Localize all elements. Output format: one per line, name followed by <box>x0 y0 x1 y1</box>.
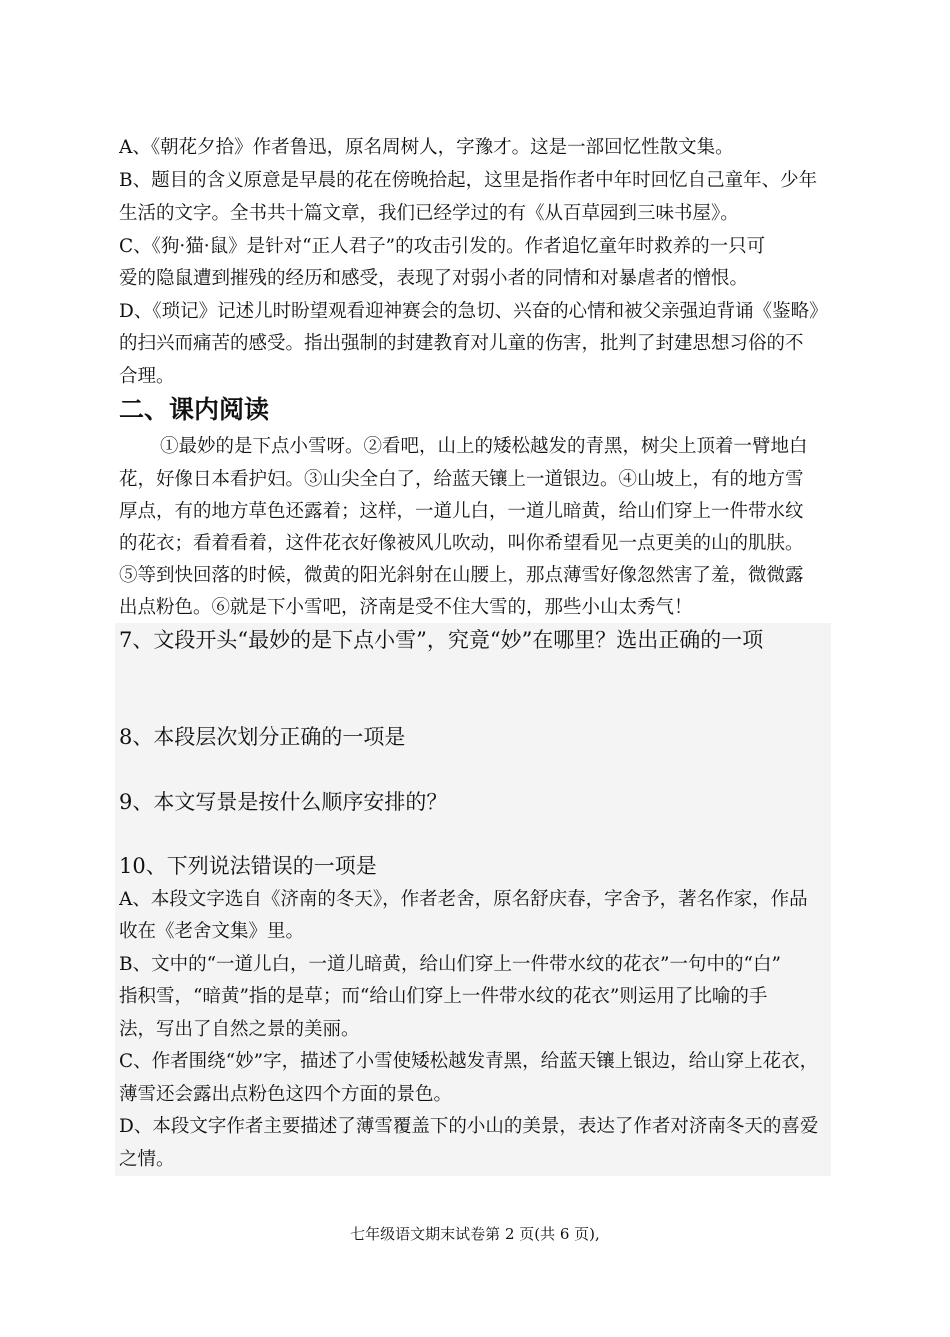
section1-line: B、题目的含义原意是早晨的花在傍晚拾起，这里是指作者中年时回忆自己童年、少年 <box>119 170 818 191</box>
section2-heading: 二、课内阅读 <box>119 395 270 424</box>
section1-line: C、《狗·猫·鼠》是针对“正人君子”的攻击引发的。作者追忆童年时救养的一只可 <box>119 236 766 257</box>
q10-stem: 10、下列说法错误的一项是 <box>119 854 377 878</box>
passage-line: 出点粉色。⑥就是下小雪吧，济南是受不住大雪的，那些小山太秀气！ <box>119 597 693 618</box>
page-footer: 七年级语文期末试卷第 2 页(共 6 页), <box>350 1225 600 1243</box>
q10-line: 之情。 <box>119 1149 175 1170</box>
q10-line: A、本段文字选自《济南的冬天》，作者老舍，原名舒庆春，字舍予，著名作家，作品 <box>119 889 808 910</box>
q10-line: 法，写出了自然之景的美丽。 <box>119 1019 360 1040</box>
q9-stem: 9、本文写景是按什么顺序安排的？ <box>119 790 448 814</box>
section1-line: A、《朝花夕拾》作者鲁迅，原名周树人，字豫才。这是一部回忆性散文集。 <box>119 137 734 158</box>
q10-line: C、作者围绕“妙”字，描述了小雪使矮松越发青黑，给蓝天镶上银边，给山穿上花衣， <box>119 1051 819 1072</box>
q10-line: 薄雪还会露出点粉色这四个方面的景色。 <box>119 1084 453 1105</box>
q10-line: D、本段文字作者主要描述了薄雪覆盖下的小山的美景，表达了作者对济南冬天的喜爱 <box>119 1116 819 1137</box>
section1-line: 生活的文字。全书共十篇文章，我们已经学过的有《从百草园到三味书屋》。 <box>119 203 739 224</box>
section1-line: 合理。 <box>119 366 175 387</box>
passage-line: 花，好像日本看护妇。③山尖全白了，给蓝天镶上一道银边。④山坡上，有的地方雪 <box>119 469 804 490</box>
q10-line: 指积雪，“暗黄”指的是草；而“给山们穿上一件带水纹的花衣”则运用了比喻的手 <box>119 986 768 1007</box>
section1-line: D、《琐记》记述儿时盼望观看迎神赛会的急切、兴奋的心情和被父亲强迫背诵《鉴略》 <box>119 301 828 322</box>
q10-line: B、文中的“一道儿白，一道儿暗黄，给山们穿上一件带水纹的花衣”一句中的“白” <box>119 954 781 975</box>
passage-line: 的花衣；看着看着，这件花衣好像被风儿吹动，叫你希望看见一点更美的山的肌肤。 <box>119 533 804 554</box>
q10-line: 收在《老舍文集》里。 <box>119 921 305 942</box>
section1-line: 爱的隐鼠遭到摧残的经历和感受，表现了对弱小者的同情和对暴虐者的憎恨。 <box>119 268 749 289</box>
passage-line: 厚点，有的地方草色还露着；这样，一道儿白，一道儿暗黄，给山们穿上一件带水纹 <box>119 501 804 522</box>
q8-stem: 8、本段层次划分正确的一项是 <box>119 725 406 749</box>
passage-line: ⑤等到快回落的时候，微黄的阳光斜射在山腰上，那点薄雪好像忽然害了羞，微微露 <box>119 565 804 586</box>
q7-stem: 7、文段开头“最妙的是下点小雪”，究竟“妙”在哪里？选出正确的一项 <box>119 628 764 652</box>
section1-line: 的扫兴而痛苦的感受。指出强制的封建教育对儿童的伤害，批判了封建思想习俗的不 <box>119 333 804 354</box>
passage-line: ①最妙的是下点小雪呀。②看吧，山上的矮松越发的青黑，树尖上顶着一臂地白 <box>160 436 808 457</box>
